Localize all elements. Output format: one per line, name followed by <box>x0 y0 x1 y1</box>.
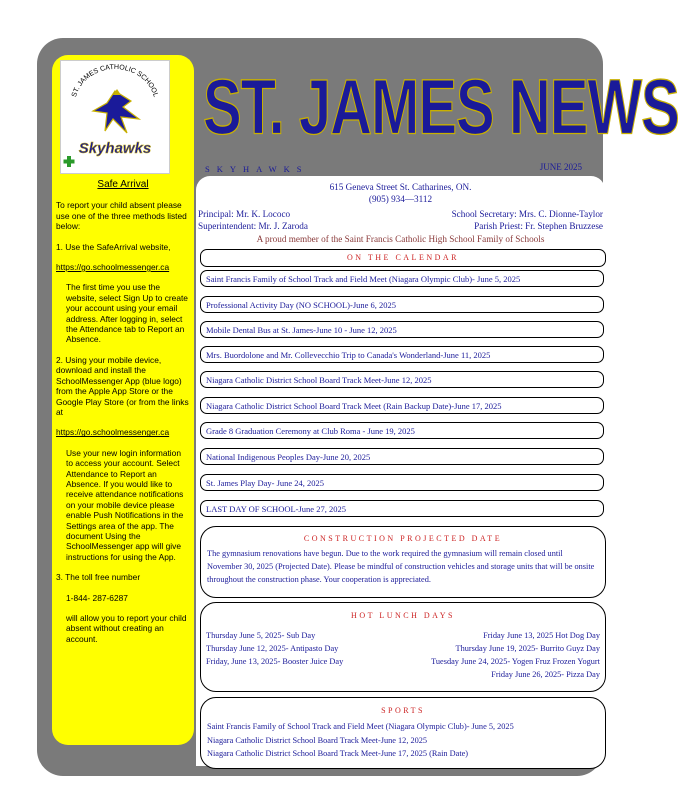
toll-free-number: 1-844- 287-6287 <box>66 592 128 603</box>
sports-box <box>200 697 606 769</box>
calendar-title: ON THE CALENDAR <box>346 253 459 262</box>
school-address: 615 Geneva Street St. Catharines, ON. <box>329 182 472 192</box>
calendar-item: LAST DAY OF SCHOOL-June 27, 2025 <box>200 500 604 517</box>
calendar-header <box>200 249 606 267</box>
safe-arrival-title: Safe Arrival <box>97 179 149 190</box>
construction-text: The gymnasium renovations have begun. Due to the work required the gymnasium will remain closed until November 30, 2025 (Projected Date). Please be mindful of construction vehicles and storage units that will be onsite throughout the construction phase. Your cooperation is appreciated. <box>207 549 595 584</box>
calendar-item: Professional Activity Day (NO SCHOOL)-June 6, 2025 <box>200 296 604 313</box>
step3: 3. The toll free number <box>56 572 141 583</box>
schoolmessenger-link-2[interactable]: https://go.schoolmessenger.ca <box>56 427 170 438</box>
logo-name: Skyhawks <box>78 140 152 157</box>
school-phone: (905) 934—3112 <box>368 194 433 204</box>
sports-item: Saint Francis Family of School Track and Field Meet (Niagara Olympic Club)- June 5, 2025 <box>207 722 514 731</box>
safe-arrival-intro: To report your child absent please use one of the three methods listed below: <box>56 200 187 232</box>
school-logo <box>60 60 170 174</box>
calendar-item: Grade 8 Graduation Ceremony at Club Roma - June 19, 2025 <box>200 422 604 439</box>
svg-text:ST. JAMES CATHOLIC SCHOOL: ST. JAMES CATHOLIC SCHOOL <box>71 63 159 98</box>
lunch-day: Tuesday June 24, 2025- Yogen Fruz Frozen Yogurt <box>431 657 600 666</box>
step1: 1. Use the SafeArrival website, <box>56 241 171 252</box>
newsletter-title: ST. JAMES NEWS <box>203 63 679 152</box>
lunch-box <box>200 602 606 692</box>
issue-date: JUNE 2025 <box>539 162 582 172</box>
step2-detail: Use your new login information to access your account. Select Attendance to Report an Absence. If you would like to receive attendance notifications on your mobile device please enable Push Notifications in the Settings area of the app. The document Using the SchoolMessenger app will give instructions for using the App. <box>66 447 184 562</box>
superintendent: Superintendent: Mr. J. Zaroda <box>198 221 308 231</box>
schoolmessenger-link-1[interactable]: https://go.schoolmessenger.ca <box>56 262 170 273</box>
sports-title: SPORTS <box>381 706 425 715</box>
lunch-left-column <box>206 629 343 668</box>
lunch-day: Thursday June 19, 2025- Burrito Guyz Day <box>455 644 600 653</box>
step3-detail: will allow you to report your child absent without creating an account. <box>66 613 187 644</box>
secretary: School Secretary: Mrs. C. Dionne-Taylor <box>451 209 603 219</box>
calendar-item: Niagara Catholic District School Board Track Meet (Rain Backup Date)-June 17, 2025 <box>200 397 604 414</box>
step2: 2. Using your mobile device, download and install the SchoolMessenger App (blue logo) from the Apple App Store or the Google Play Store (or from the links at <box>56 354 189 417</box>
safe-arrival-panel <box>56 180 190 654</box>
calendar-item: Mrs. Buordolone and Mr. Collevecchio Trip to Canada's Wonderland-June 11, 2025 <box>200 346 604 363</box>
calendar-item: Mobile Dental Bus at St. James-June 10 - June 12, 2025 <box>200 321 604 338</box>
lunch-day: Friday June 13, 2025 Hot Dog Day <box>483 631 600 640</box>
skyhawks-logo-icon <box>61 61 169 173</box>
lunch-day: Thursday June 5, 2025- Sub Day <box>206 631 316 640</box>
step1-detail: The first time you use the website, select Sign Up to create your account using your email address. After logging in, select the Attendance tab to Report an Absence. <box>66 282 188 345</box>
lunch-day: Friday, June 13, 2025- Booster Juice Day <box>206 657 344 666</box>
lunch-title: HOT LUNCH DAYS <box>351 611 455 620</box>
construction-box <box>200 526 606 598</box>
masthead-subtitle: SKYHAWKS <box>205 164 309 174</box>
sports-item: Niagara Catholic District School Board Track Meet-June 12, 2025 <box>207 735 428 745</box>
parish-priest: Parish Priest: Fr. Stephen Bruzzese <box>474 221 603 231</box>
lunch-day: Friday June 26, 2025- Pizza Day <box>491 670 600 679</box>
calendar-item: Saint Francis Family of School Track and Field Meet (Niagara Olympic Club)- June 5, 2025 <box>200 270 604 287</box>
sports-item: Niagara Catholic District School Board Track Meet-June 17, 2025 (Rain Date) <box>207 749 469 758</box>
calendar-item: National Indigenous Peoples Day-June 20, 2025 <box>200 448 604 465</box>
member-line: A proud member of the Saint Francis Catholic High School Family of Schools <box>256 234 545 244</box>
lunch-day: Thursday June 12, 2025- Antipasto Day <box>206 644 339 653</box>
lunch-right-column <box>431 629 600 681</box>
calendar-item: St. James Play Day- June 24, 2025 <box>200 474 604 491</box>
construction-title: CONSTRUCTION PROJECTED DATE <box>303 534 503 543</box>
principal: Principal: Mr. K. Lococo <box>198 209 291 219</box>
calendar-item: Niagara Catholic District School Board Track Meet-June 12, 2025 <box>200 371 604 388</box>
